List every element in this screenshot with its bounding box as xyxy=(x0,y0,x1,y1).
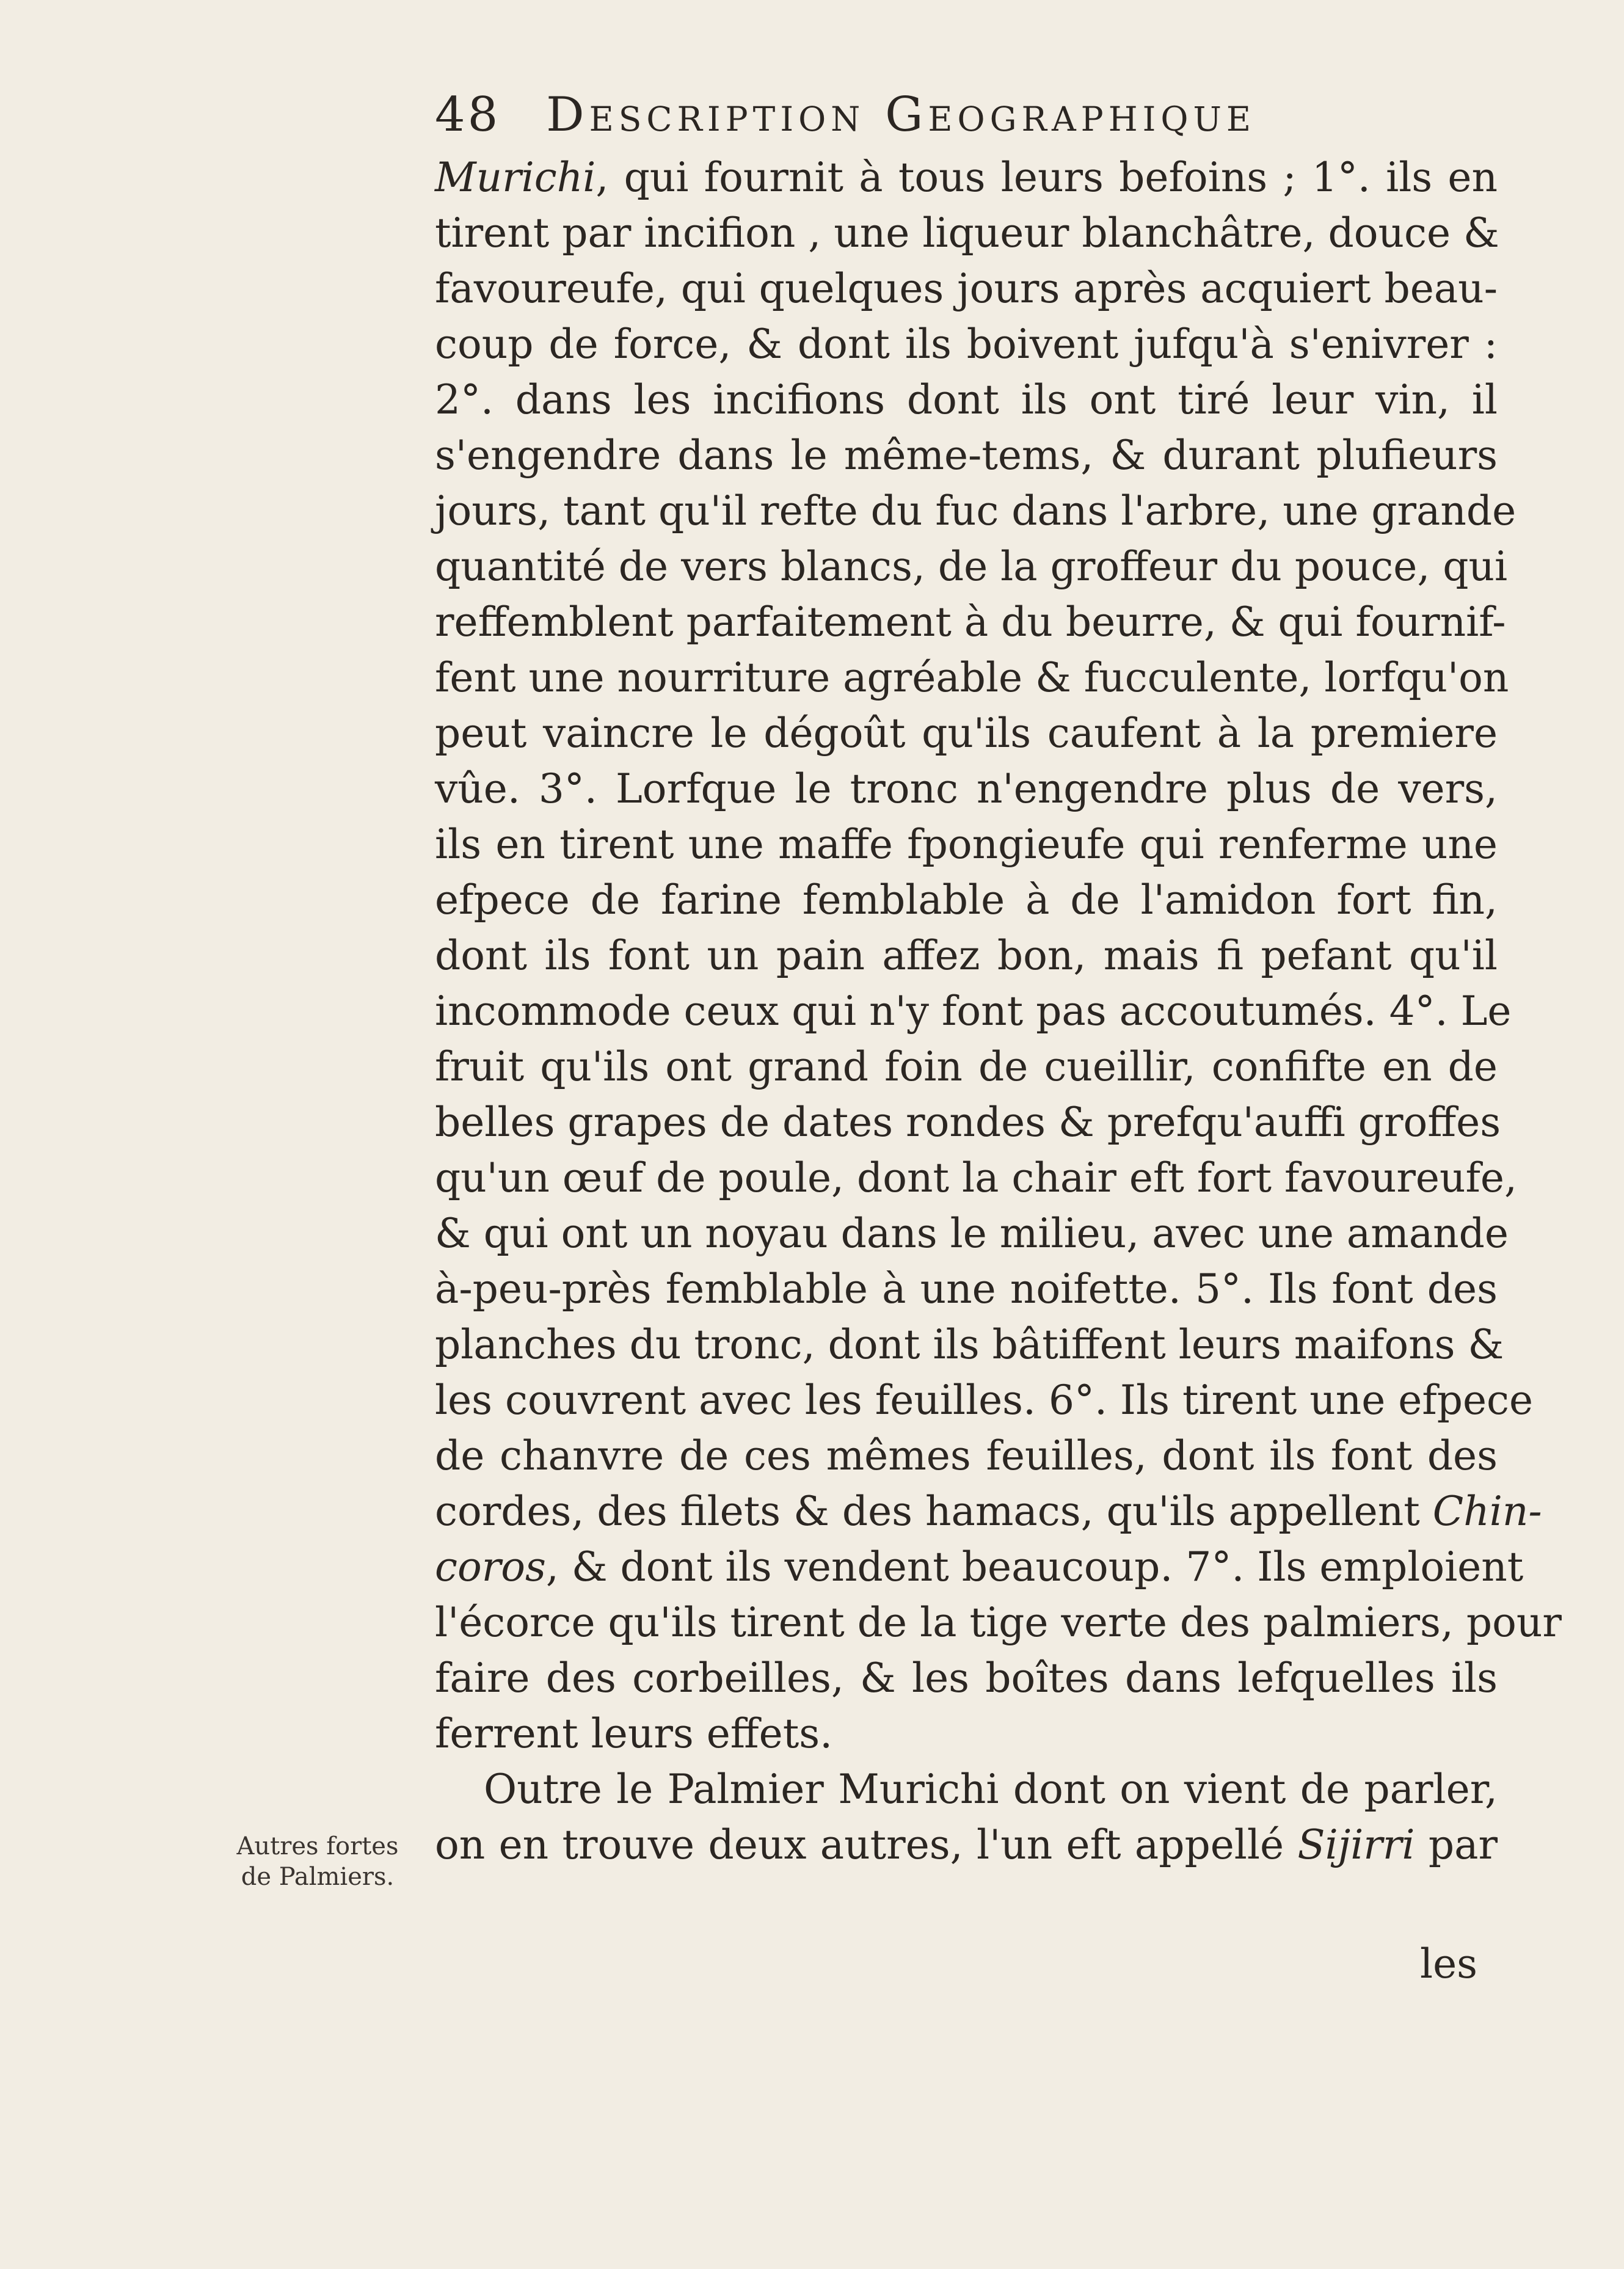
text-line: à-peu-près femblable à une noifette. 5°. Ils font des xyxy=(435,1266,1498,1313)
catchword: les xyxy=(1420,1940,1478,1987)
margin-note xyxy=(226,1831,409,1892)
text-line: on en trouve deux autres, l'un eft appellé Sijirri par xyxy=(435,1821,1498,1868)
text-line: 2°. dans les incifions dont ils ont tiré leur vin, il xyxy=(435,376,1498,423)
page-number: 48 xyxy=(435,87,501,142)
body-text xyxy=(435,150,1562,1873)
text-line: de chanvre de ces mêmes feuilles, dont ils font des xyxy=(435,1432,1498,1479)
text-line: efpece de farine femblable à de l'amidon fort fin, xyxy=(435,876,1498,923)
text-line: peut vaincre le dégoût qu'ils caufent à la premiere xyxy=(435,710,1498,757)
text-line: planches du tronc, dont ils bâtiffent leurs maifons & xyxy=(435,1321,1504,1368)
text-line: favoureufe, qui quelques jours après acquiert beau- xyxy=(435,265,1498,312)
text-line: quantité de vers blancs, de la groffeur du pouce, qui xyxy=(435,543,1508,590)
text-line: reffemblent parfaitement à du beurre, & qui fournif- xyxy=(435,599,1506,646)
text-line: l'écorce qu'ils tirent de la tige verte des palmiers, pour xyxy=(435,1599,1562,1646)
text-line: cordes, des filets & des hamacs, qu'ils appellent Chin- xyxy=(435,1488,1542,1535)
text-line: incommode ceux qui n'y font pas accoutumés. 4°. Le xyxy=(435,988,1512,1035)
text-line: Outre le Palmier Murichi dont on vient de parler, xyxy=(484,1766,1498,1813)
text-line: faire des corbeilles, & les boîtes dans lefquelles ils xyxy=(435,1655,1498,1702)
text-line: fent une nourriture agréable & fucculente, lorfqu'on xyxy=(435,654,1509,701)
text-line: Murichi, qui fournit à tous leurs befoins ; 1°. ils en xyxy=(435,154,1498,201)
text-line: qu'un œuf de poule, dont la chair eft fort favoureufe, xyxy=(435,1154,1517,1201)
text-line: les couvrent avec les feuilles. 6°. Ils tirent une efpece xyxy=(435,1377,1534,1424)
text-line: ils en tirent une maffe fpongieufe qui renferme une xyxy=(435,821,1498,868)
text-line: s'engendre dans le même-tems, & durant plufieurs xyxy=(435,432,1498,479)
running-title: Description Geographique xyxy=(546,87,1256,142)
text-line: tirent par incifion , une liqueur blanchâtre, douce & xyxy=(435,209,1499,257)
margin-note-line: de Palmiers. xyxy=(241,1863,395,1891)
margin-note-line: Autres fortes xyxy=(236,1832,399,1860)
text-line: coup de force, & dont ils boivent jufqu'à s'enivrer : xyxy=(435,321,1498,368)
text-line: belles grapes de dates rondes & prefqu'auffi groffes xyxy=(435,1099,1501,1146)
text-line: jours, tant qu'il refte du fuc dans l'arbre, une grande xyxy=(435,487,1517,534)
text-line: coros, & dont ils vendent beaucoup. 7°. Ils emploient xyxy=(435,1543,1524,1590)
text-line: vûe. 3°. Lorfque le tronc n'engendre plus de vers, xyxy=(435,765,1498,812)
text-line: fruit qu'ils ont grand foin de cueillir, confifte en de xyxy=(435,1043,1498,1090)
page-header xyxy=(435,84,1412,145)
text-line: ferrent leurs effets. xyxy=(435,1710,833,1757)
text-line: & qui ont un noyau dans le milieu, avec une amande xyxy=(435,1210,1509,1257)
text-line: dont ils font un pain affez bon, mais fi pefant qu'il xyxy=(435,932,1498,979)
